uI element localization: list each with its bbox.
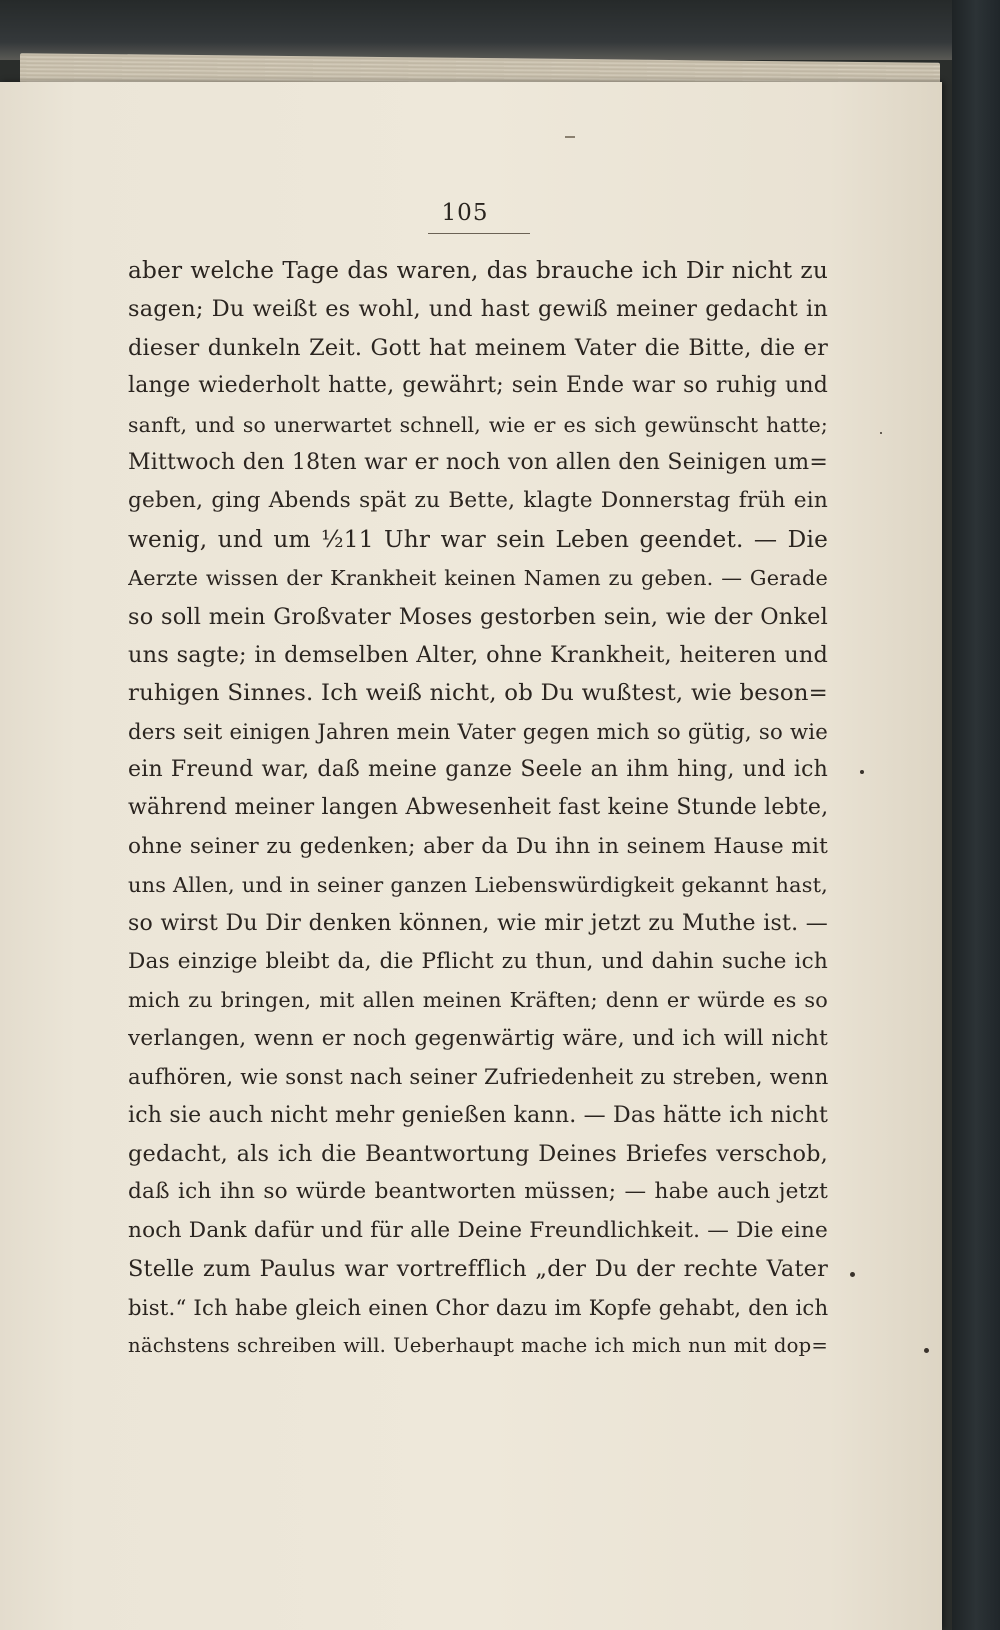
text-line-24: gedacht, als ich die Beantwortung Deines Briefes verschob, (128, 1140, 828, 1167)
text-line-27: Stelle zum Paulus war vortrefflich „der Du der rechte Vater (128, 1256, 828, 1283)
paper-speck (850, 1272, 855, 1277)
text-line-25: daß ich ihn so würde beantworten müssen; — habe auch jetzt (128, 1179, 828, 1205)
text-line-17: uns Allen, und in seiner ganzen Liebenswürdigkeit gekannt hast, (128, 873, 828, 898)
text-line-19: Das einzige bleibt da, die Pflicht zu thun, und dahin suche ich (128, 949, 828, 975)
text-line-23: ich sie auch nicht mehr genießen kann. — Das hätte ich nicht (128, 1102, 828, 1128)
text-line-12: ruhigen Sinnes. Ich weiß nicht, ob Du wußtest, wie beson= (128, 680, 828, 707)
text-line-11: uns sagte; in demselben Alter, ohne Krankheit, heiteren und (128, 641, 828, 668)
text-line-13: ders seit einigen Jahren mein Vater gegen mich so gütig, so wie (128, 718, 828, 744)
text-line-16: ohne seiner zu gedenken; aber da Du ihn in seinem Hause mit (128, 833, 828, 859)
text-line-5: sanft, und so unerwartet schnell, wie er es sich gewünscht hatte; (128, 412, 828, 437)
text-line-15: während meiner langen Abwesenheit fast keine Stunde lebte, (128, 795, 828, 821)
text-line-9: Aerzte wissen der Krankheit keinen Namen zu geben. — Gerade (128, 566, 828, 591)
book-cover-edge (952, 0, 1000, 1630)
text-line-14: ein Freund war, daß meine ganze Seele an ihm hing, und ich (128, 757, 828, 783)
text-line-6: Mittwoch den 18ten war er noch von allen den Seinigen um= (128, 449, 828, 475)
text-line-2: sagen; Du weißt es wohl, und hast gewiß meiner gedacht in (128, 296, 828, 323)
text-line-29: nächstens schreiben will. Ueberhaupt mache ich mich nun mit dop= (128, 1333, 828, 1357)
text-line-4: lange wiederholt hatte, gewährt; sein Ende war so ruhig und (128, 373, 828, 399)
text-line-8: wenig, und um ½11 Uhr war sein Leben geendet. — Die (128, 525, 828, 553)
text-line-21: verlangen, wenn er noch gegenwärtig wäre, und ich will nicht (128, 1025, 828, 1051)
page-number: 105 (441, 200, 489, 226)
text-line-3: dieser dunkeln Zeit. Gott hat meinem Vater die Bitte, die er (128, 334, 828, 361)
text-line-7: geben, ging Abends spät zu Bette, klagte Donnerstag früh ein (128, 488, 828, 514)
paper-speck (880, 432, 882, 434)
text-line-28: bist.“ Ich habe gleich einen Chor dazu im Kopfe gehabt, den ich (128, 1294, 828, 1320)
book-cover-top (0, 0, 1000, 60)
body-text (128, 252, 828, 1365)
text-line-10: so soll mein Großvater Moses gestorben sein, wie der Onkel (128, 603, 828, 630)
text-line-18: so wirst Du Dir denken können, wie mir jetzt zu Muthe ist. — (128, 910, 828, 936)
small-dash-mark (565, 136, 575, 138)
text-line-1: aber welche Tage das waren, das brauche ich Dir nicht zu (128, 257, 828, 284)
paper-speck (860, 770, 864, 774)
page-number-rule (428, 233, 530, 234)
text-line-20: mich zu bringen, mit allen meinen Kräften; denn er würde es so (128, 988, 828, 1013)
paper-speck (924, 1348, 929, 1353)
text-line-26: noch Dank dafür und für alle Deine Freundlichkeit. — Die eine (128, 1217, 828, 1243)
text-line-22: aufhören, wie sonst nach seiner Zufriedenheit zu streben, wenn (128, 1064, 828, 1090)
